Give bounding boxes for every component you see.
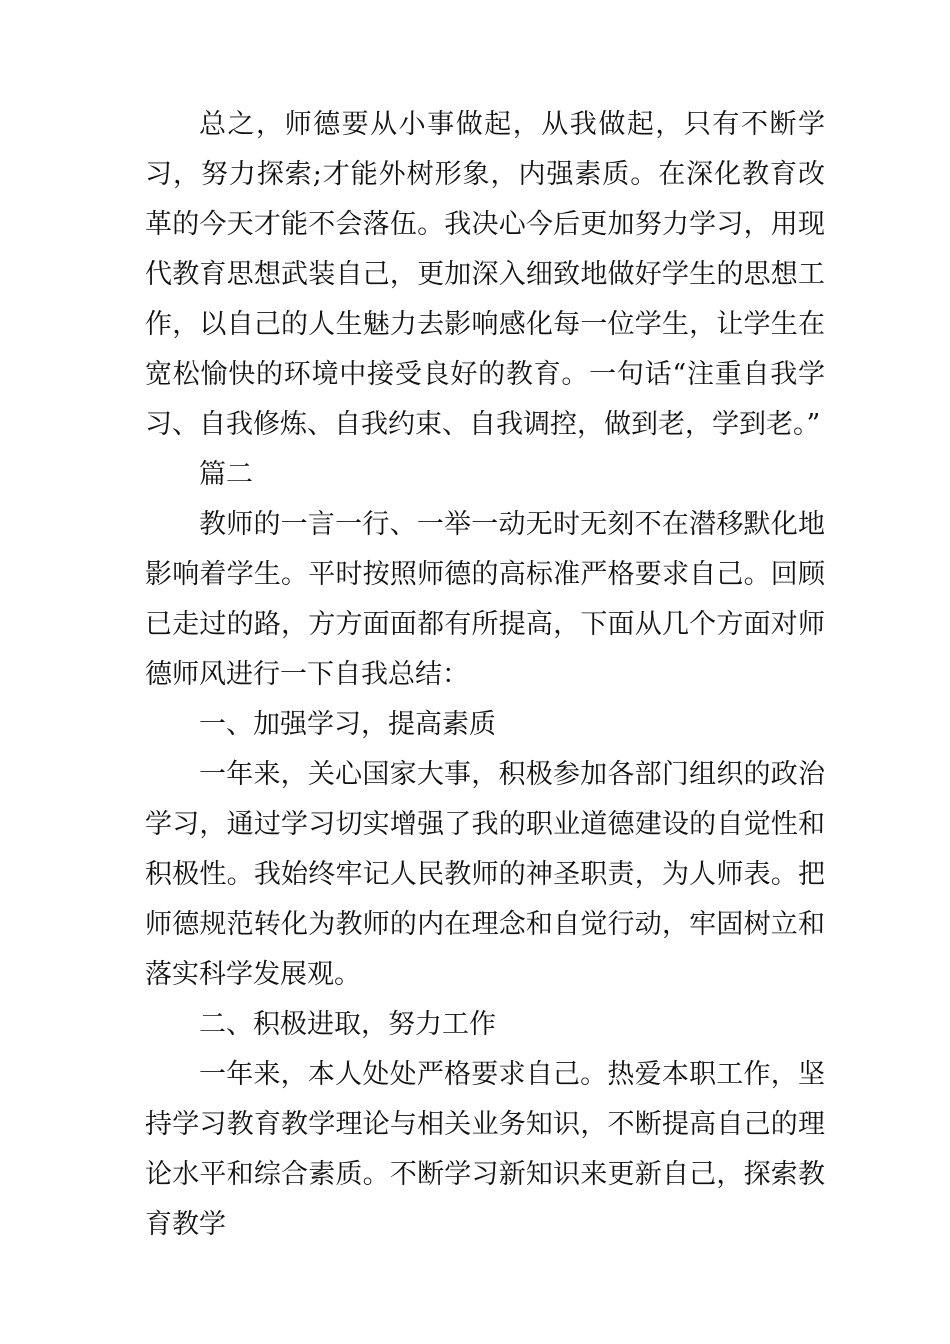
document-body xyxy=(145,100,825,1250)
paragraph-work: 一年来，本人处处严格要求自己。热爱本职工作，坚持学习教育教学理论与相关业务知识，不断提高自己的理论水平和综合素质。不断学习新知识来更新自己，探索教育教学 xyxy=(145,1059,825,1240)
section-heading-one: 一、加强学习，提高素质 xyxy=(199,709,496,740)
section-heading-part-two: 篇二 xyxy=(199,459,253,490)
section-heading-two: 二、积极进取，努力工作 xyxy=(199,1009,496,1040)
paragraph-study: 一年来，关心国家大事，积极参加各部门组织的政治学习，通过学习切实增强了我的职业道德建设的自觉性和积极性。我始终牢记人民教师的神圣职责，为人师表。把师德规范转化为教师的内在理念和自觉行动，牢固树立和落实科学发展观。 xyxy=(145,759,825,990)
paragraph-conclusion: 总之，师德要从小事做起，从我做起，只有不断学习，努力探索;才能外树形象，内强素质。在深化教育改革的今天才能不会落伍。我决心今后更加努力学习，用现代教育思想武装自己，更加深入细致地做好学生的思想工作，以自己的人生魅力去影响感化每一位学生，让学生在宽松愉快的环境中接受良好的教育。一句话“注重自我学习、自我修炼、自我约束、自我调控，做到老，学到老。” xyxy=(145,109,825,440)
paragraph-intro: 教师的一言一行、一举一动无时无刻不在潜移默化地影响着学生。平时按照师德的高标准严格要求自己。回顾已走过的路，方方面面都有所提高，下面从几个方面对师德师风进行一下自我总结： xyxy=(145,509,825,690)
